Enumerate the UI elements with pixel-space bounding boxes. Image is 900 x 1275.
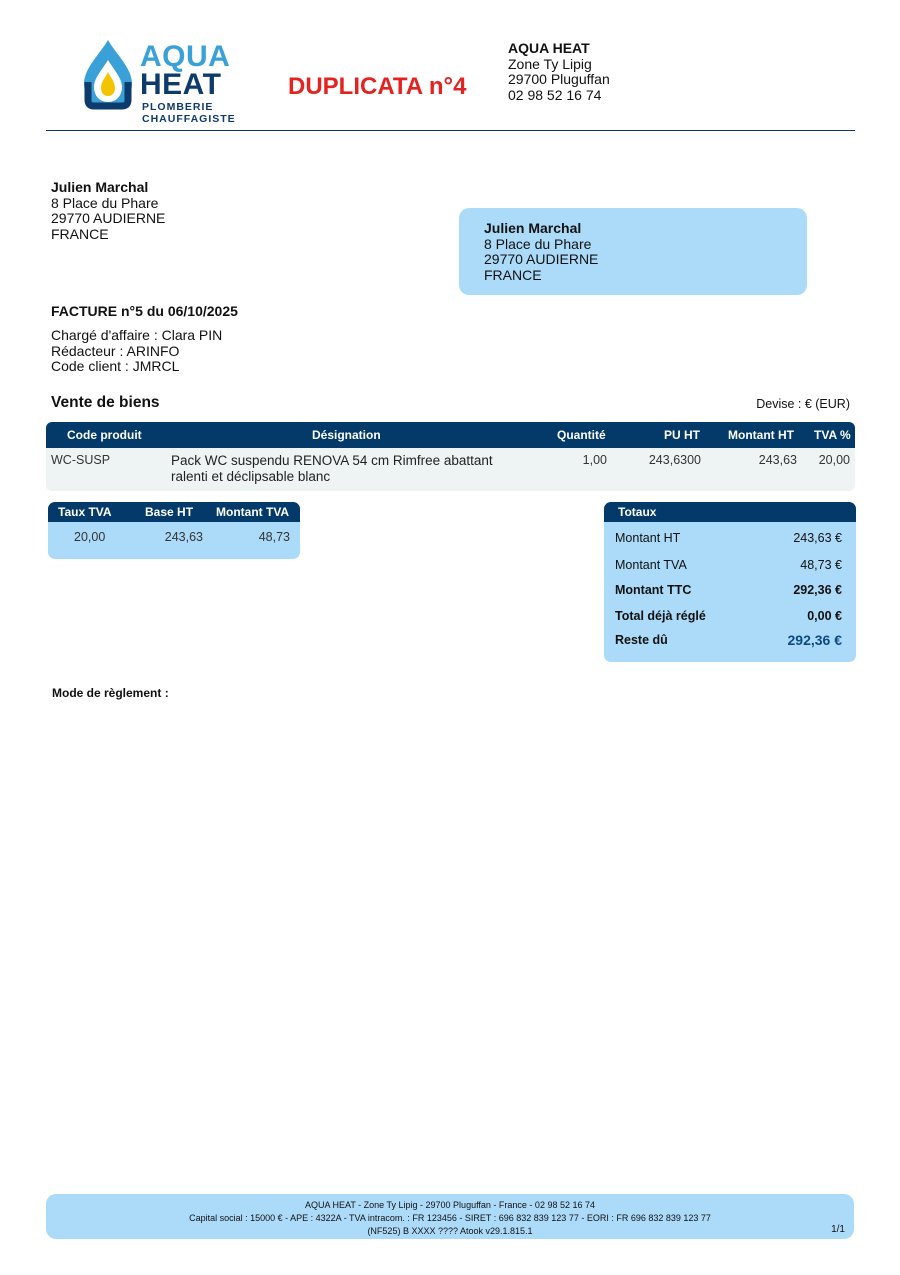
invoice-meta [51,328,222,375]
vat-cell-montant: 48,73 [258,530,290,544]
vat-col-taux: Taux TVA [58,505,112,519]
col-pu-ht: PU HT [664,428,700,442]
company-address [508,41,610,103]
billing-city: 29770 AUDIERNE [51,210,166,226]
cell-montant-ht: 243,63 [758,453,797,467]
logo-subtitle-plomberie: PLOMBERIE [142,101,214,113]
col-montant-ht: Montant HT [728,428,794,442]
logo-word-aqua: AQUA [140,40,231,73]
recipient-name: Julien Marchal [484,220,582,236]
duplicata-title: DUPLICATA n°4 [288,73,467,100]
total-paid-label: Total déjà réglé [615,609,706,623]
company-logo [78,38,248,128]
recipient-address-box [459,208,807,295]
cell-quantite: 1,00 [582,453,607,467]
company-line1: Zone Ty Lipig [508,55,592,72]
invoice-title: FACTURE n°5 du 06/10/2025 [51,303,238,319]
logo-subtitle-chauffagiste: CHAUFFAGISTE [142,113,236,125]
total-tva-label: Montant TVA [615,558,687,572]
total-paid-value: 0,00 € [807,609,842,623]
section-title: Vente de biens [51,394,160,411]
col-tva: TVA % [814,428,851,442]
cell-designation-line2: ralenti et déclipsable blanc [171,469,331,484]
vat-table-header [48,502,300,522]
currency-label: Devise : € (EUR) [756,397,850,411]
vat-cell-taux: 20,00 [74,530,106,544]
billing-street: 8 Place du Phare [51,194,159,211]
total-ttc-value: 292,36 € [793,583,842,597]
header-divider [46,130,855,131]
cell-code: WC-SUSP [51,453,111,467]
page-number: 1/1 [831,1224,845,1235]
footer-line2: Capital social : 15000 € - APE : 4322A - TVA intracom. : FR 123456 - SIRET : 696 832 839 123 77 - EORI : FR 696 832 839 123 77 [189,1213,711,1223]
footer-line1: AQUA HEAT - Zone Ty Lipig - 29700 Pluguffan - France - 02 98 52 16 74 [304,1200,595,1210]
col-code: Code produit [67,428,142,442]
footer-line3: (NF525) B XXXX ???? Atook v29.1.815.1 [367,1226,533,1236]
redacteur: Rédacteur : ARINFO [51,342,180,359]
vat-cell-base: 243,63 [164,530,203,544]
company-line2: 29700 Pluguffan [508,71,610,87]
logo-word-heat: HEAT [140,68,222,101]
water-drop-flame-icon [78,38,138,110]
balance-due-label: Reste dû [615,633,668,647]
footer [46,1194,854,1239]
charge-affaire: Chargé d'affaire : Clara PIN [51,327,223,343]
payment-method-label: Mode de règlement : [52,686,169,700]
totals-box [604,502,856,662]
billing-name: Julien Marchal [51,179,149,195]
col-quantite: Quantité [557,428,606,442]
billing-address [51,180,165,242]
total-tva-value: 48,73 € [800,558,842,572]
vat-col-base: Base HT [145,505,194,519]
cell-pu-ht: 243,6300 [648,453,701,467]
col-designation: Désignation [312,428,381,442]
recipient-country: FRANCE [484,266,542,283]
table-row [46,448,855,491]
totals-header [604,502,856,522]
items-table [46,422,855,491]
vat-col-montant: Montant TVA [216,505,290,519]
billing-country: FRANCE [51,225,109,242]
total-ttc-label: Montant TTC [615,583,692,597]
company-name: AQUA HEAT [508,40,590,56]
total-ht-label: Montant HT [615,531,681,545]
cell-tva: 20,00 [818,453,850,467]
recipient-city: 29770 AUDIERNE [484,251,599,267]
totals-title: Totaux [618,505,657,519]
cell-designation-line1: Pack WC suspendu RENOVA 54 cm Rimfree abattant [171,453,493,468]
total-ht-value: 243,63 € [793,531,842,545]
code-client: Code client : JMRCL [51,358,180,374]
company-phone: 02 98 52 16 74 [508,86,602,103]
items-table-header [46,422,855,448]
recipient-street: 8 Place du Phare [484,235,592,252]
vat-table [48,502,300,559]
balance-due-value: 292,36 € [787,632,842,648]
